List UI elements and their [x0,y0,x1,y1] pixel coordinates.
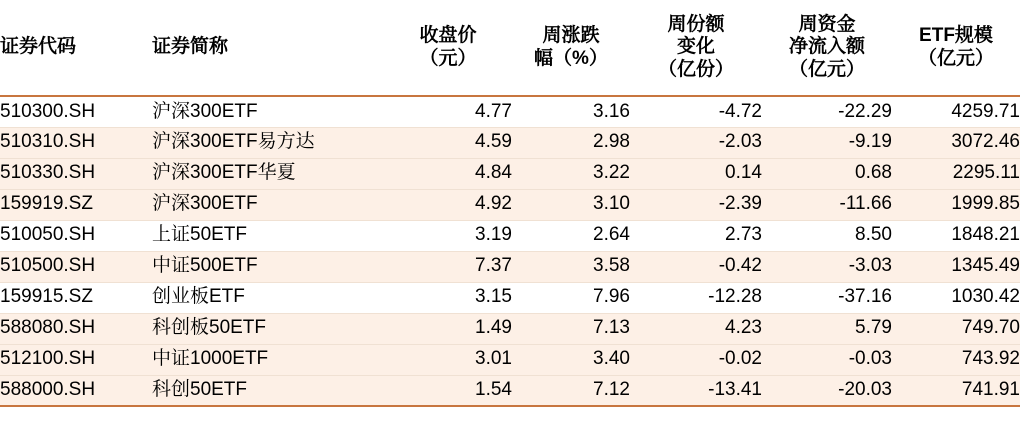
cell-close-price: 4.92 [384,189,512,220]
cell-code: 510330.SH [0,158,152,189]
cell-close-price: 4.77 [384,96,512,127]
header-line: 周涨跌 [542,25,600,47]
cell-net-inflow: -37.16 [762,282,892,313]
table-row [0,375,1020,406]
cell-share-change: -2.03 [630,127,762,158]
cell-name: 沪深300ETF [152,96,384,127]
column-header-net-inflow [762,0,892,96]
cell-close-price: 4.59 [384,127,512,158]
cell-etf-scale: 743.92 [892,344,1020,375]
column-header-close-price [384,0,512,96]
column-header-weekly-change [512,0,630,96]
cell-etf-scale: 2295.11 [892,158,1020,189]
cell-close-price: 4.84 [384,158,512,189]
cell-net-inflow: -9.19 [762,127,892,158]
column-header-share-change [630,0,762,96]
cell-name: 中证500ETF [152,251,384,282]
cell-code: 159919.SZ [0,189,152,220]
header-line: 证券代码 [0,36,77,58]
cell-share-change: 2.73 [630,220,762,251]
cell-code: 510500.SH [0,251,152,282]
table-header [0,0,1020,96]
table-body [0,96,1020,406]
column-header-name [152,0,384,96]
header-line: 变化 [676,36,715,58]
cell-etf-scale: 1345.49 [892,251,1020,282]
cell-net-inflow: -22.29 [762,96,892,127]
cell-net-inflow: -20.03 [762,375,892,406]
table-row [0,96,1020,127]
table-row [0,313,1020,344]
table-row [0,220,1020,251]
cell-weekly-change: 3.22 [512,158,630,189]
header-line: ETF规模 [919,25,993,47]
cell-code: 510310.SH [0,127,152,158]
cell-net-inflow: -0.03 [762,344,892,375]
cell-etf-scale: 749.70 [892,313,1020,344]
cell-name: 沪深300ETF华夏 [152,158,384,189]
cell-close-price: 3.15 [384,282,512,313]
header-line: 证券简称 [152,36,229,58]
cell-share-change: 4.23 [630,313,762,344]
table-row [0,158,1020,189]
header-line: （亿元） [917,47,994,69]
cell-name: 沪深300ETF易方达 [152,127,384,158]
cell-etf-scale: 4259.71 [892,96,1020,127]
cell-name: 中证1000ETF [152,344,384,375]
table-row [0,189,1020,220]
cell-close-price: 3.01 [384,344,512,375]
cell-net-inflow: -11.66 [762,189,892,220]
header-row [0,0,1020,96]
cell-net-inflow: 0.68 [762,158,892,189]
header-line: 收盘价 [419,25,477,47]
cell-etf-scale: 1030.42 [892,282,1020,313]
cell-weekly-change: 7.12 [512,375,630,406]
cell-code: 510050.SH [0,220,152,251]
table-row [0,127,1020,158]
cell-weekly-change: 3.10 [512,189,630,220]
cell-code: 588080.SH [0,313,152,344]
cell-share-change: -4.72 [630,96,762,127]
cell-weekly-change: 3.58 [512,251,630,282]
table-row [0,251,1020,282]
cell-name: 科创50ETF [152,375,384,406]
cell-etf-scale: 741.91 [892,375,1020,406]
cell-code: 512100.SH [0,344,152,375]
cell-etf-scale: 1848.21 [892,220,1020,251]
header-line: 周份额 [667,13,725,35]
cell-name: 科创板50ETF [152,313,384,344]
cell-name: 沪深300ETF [152,189,384,220]
cell-net-inflow: 5.79 [762,313,892,344]
cell-share-change: -0.42 [630,251,762,282]
header-line: 净流入额 [788,36,865,58]
header-line: （亿元） [788,58,865,80]
cell-weekly-change: 3.40 [512,344,630,375]
header-line: 周资金 [798,13,856,35]
column-header-etf-scale [892,0,1020,96]
cell-code: 159915.SZ [0,282,152,313]
cell-close-price: 1.49 [384,313,512,344]
cell-weekly-change: 7.13 [512,313,630,344]
cell-etf-scale: 3072.46 [892,127,1020,158]
cell-share-change: -2.39 [630,189,762,220]
cell-weekly-change: 7.96 [512,282,630,313]
cell-net-inflow: 8.50 [762,220,892,251]
cell-close-price: 1.54 [384,375,512,406]
cell-net-inflow: -3.03 [762,251,892,282]
column-header-code [0,0,152,96]
cell-weekly-change: 2.98 [512,127,630,158]
cell-share-change: 0.14 [630,158,762,189]
cell-name: 上证50ETF [152,220,384,251]
header-line: 幅（%） [534,47,608,69]
cell-close-price: 7.37 [384,251,512,282]
cell-weekly-change: 2.64 [512,220,630,251]
cell-weekly-change: 3.16 [512,96,630,127]
cell-close-price: 3.19 [384,220,512,251]
header-line: （元） [419,47,477,69]
cell-code: 588000.SH [0,375,152,406]
table-row [0,344,1020,375]
cell-etf-scale: 1999.85 [892,189,1020,220]
header-line: （亿份） [657,58,734,80]
cell-share-change: -13.41 [630,375,762,406]
table-row [0,282,1020,313]
cell-share-change: -12.28 [630,282,762,313]
cell-share-change: -0.02 [630,344,762,375]
cell-name: 创业板ETF [152,282,384,313]
cell-code: 510300.SH [0,96,152,127]
